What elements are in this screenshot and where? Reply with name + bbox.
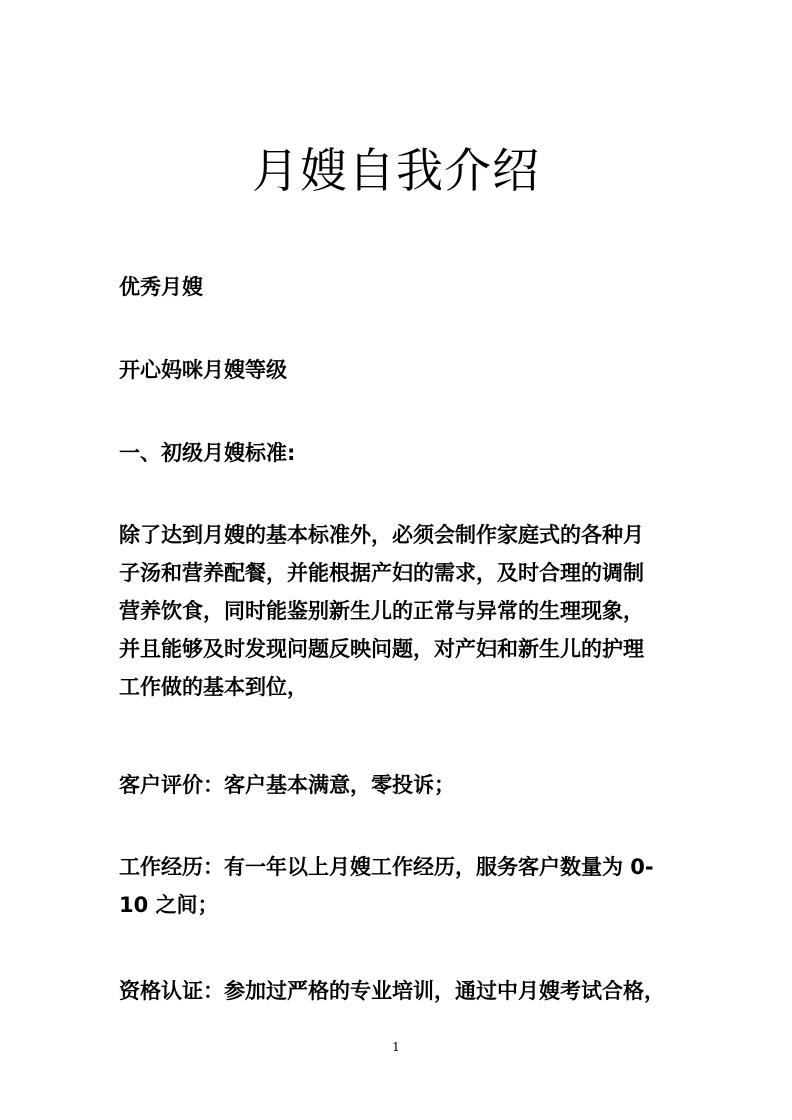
paragraph-line: 10 之间；: [119, 893, 219, 917]
section-heading-junior-standard: [119, 434, 679, 472]
paragraph-line: 客户评价：客户基本满意，零投诉；: [119, 773, 455, 797]
paragraph-line: 工作经历：有一年以上月嫂工作经历，服务客户数量为 0-: [119, 855, 654, 879]
paragraph-customer-evaluation: [119, 766, 679, 804]
paragraph-work-experience: [119, 848, 679, 924]
paragraph-happy-mommy-levels: [119, 351, 679, 389]
page-number: 1: [392, 1040, 400, 1054]
paragraph-line: 营养饮食，同时能鉴别新生儿的正常与异常的生理现象，: [119, 599, 644, 623]
paragraph-line: 子汤和营养配餐，并能根据产妇的需求，及时合理的调制: [119, 561, 644, 585]
paragraph-qualification: [119, 972, 679, 1010]
paragraph-line: 开心妈咪月嫂等级: [119, 358, 287, 382]
paragraph-line: 工作做的基本到位，: [119, 675, 308, 699]
paragraph-line: 资格认证：参加过严格的专业培训，通过中月嫂考试合格，: [119, 979, 665, 1003]
paragraph-excellent-nanny: [119, 268, 679, 306]
document-title: 月嫂自我介绍: [252, 144, 540, 199]
paragraph-line: 一、初级月嫂标准:: [119, 441, 296, 465]
paragraph-line: 除了达到月嫂的基本标准外，必须会制作家庭式的各种月: [119, 523, 644, 547]
paragraph-line: 优秀月嫂: [119, 275, 203, 299]
paragraph-line: 并且能够及时发现问题反映问题，对产妇和新生儿的护理: [119, 637, 644, 661]
paragraph-junior-requirements: [119, 516, 679, 706]
